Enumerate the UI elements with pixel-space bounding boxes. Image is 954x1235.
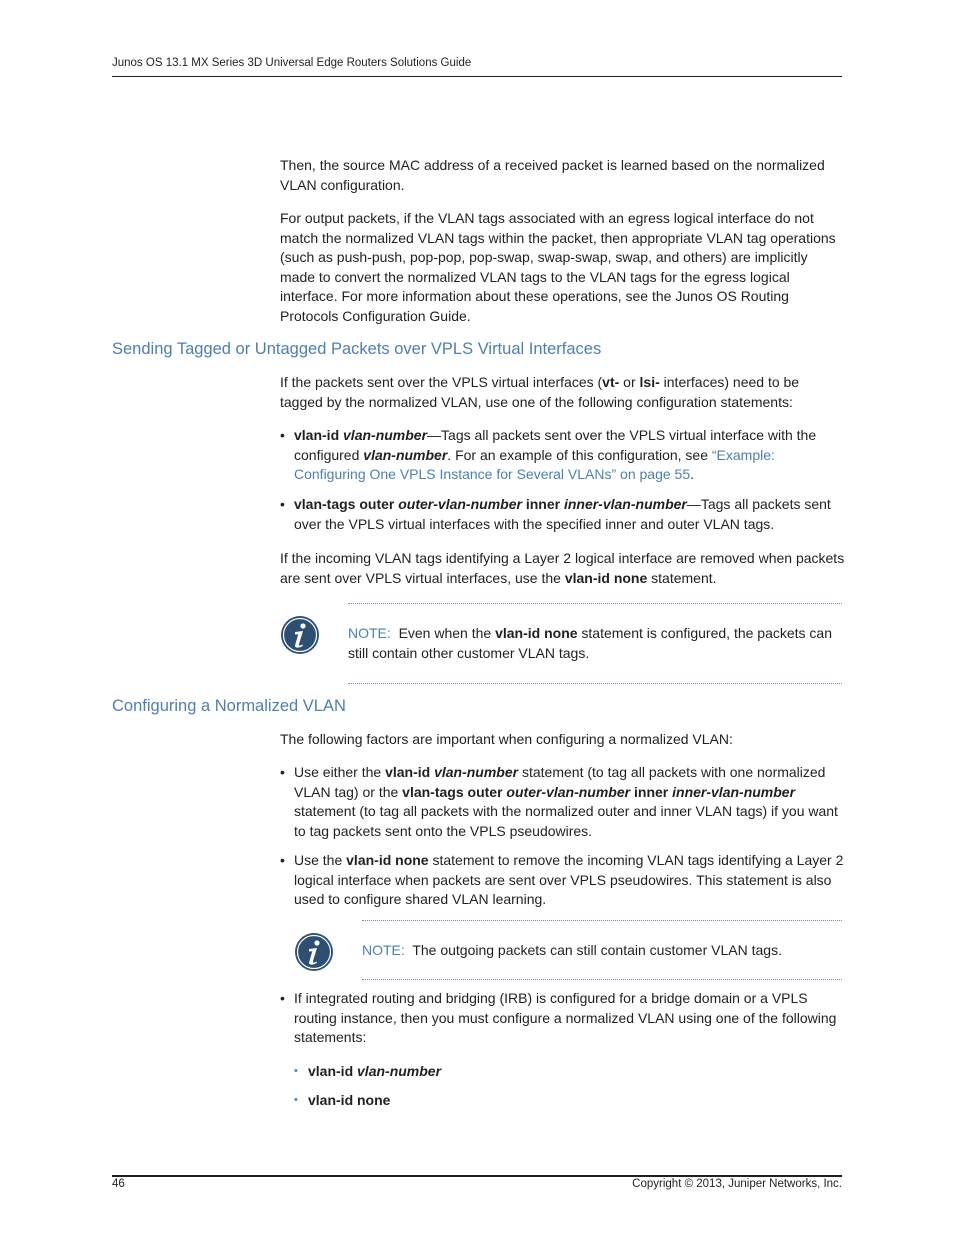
section-heading-normalized-vlan: Configuring a Normalized VLAN bbox=[112, 697, 346, 715]
intro-paragraph-2: For output packets, if the VLAN tags associated with an egress logical interface do not match the normalized VLAN tags within the packet, then appropriate VLAN tag operations (such as push-push, pop-pop, pop-swap, swap-swap, swap, and others) are implicitly made to convert the normalized VLAN tags to the VLAN tags for the egress logical interface. For more information about these operations, see the Junos OS Routing Protocols Configuration Guide. bbox=[280, 210, 836, 324]
note-divider bbox=[362, 920, 842, 921]
section-heading-vpls-virtual-interfaces: Sending Tagged or Untagged Packets over VPLS Virtual Interfaces bbox=[112, 340, 602, 358]
section1-paragraph-2: If the incoming VLAN tags identifying a Layer 2 logical interface are removed when packets are sent over VPLS virtual interfaces, use the vlan-id none statement. bbox=[280, 550, 845, 586]
header-rule bbox=[112, 76, 842, 77]
section2-paragraph-1: The following factors are important when configuring a normalized VLAN: bbox=[280, 731, 733, 747]
page-number: 46 bbox=[112, 1178, 125, 1190]
note-text: NOTE: Even when the vlan-id none statement is configured, the packets can still contain other customer VLAN tags. bbox=[348, 625, 833, 661]
intro-paragraph-1: Then, the source MAC address of a received packet is learned based on the normalized VLAN configuration. bbox=[280, 157, 825, 193]
section1-paragraph-1: If the packets sent over the VPLS virtual interfaces (vt- or lsi- interfaces) need to be tagged by the normalized VLAN, use one of the following configuration statements: bbox=[280, 374, 800, 410]
note-divider bbox=[348, 603, 842, 604]
cross-reference-link[interactable]: “Example: Configuring One VPLS Instance for Several VLANs” on page 55 bbox=[294, 446, 775, 483]
info-icon bbox=[280, 615, 320, 660]
footer-rule bbox=[112, 1175, 842, 1177]
running-header: Junos OS 13.1 MX Series 3D Universal Edge Routers Solutions Guide bbox=[112, 57, 472, 69]
note-text: NOTE: The outgoing packets can still contain customer VLAN tags. bbox=[362, 942, 782, 958]
note-divider bbox=[362, 979, 842, 980]
copyright: Copyright © 2013, Juniper Networks, Inc. bbox=[632, 1178, 842, 1190]
note-divider bbox=[348, 683, 842, 684]
info-icon bbox=[294, 932, 334, 977]
